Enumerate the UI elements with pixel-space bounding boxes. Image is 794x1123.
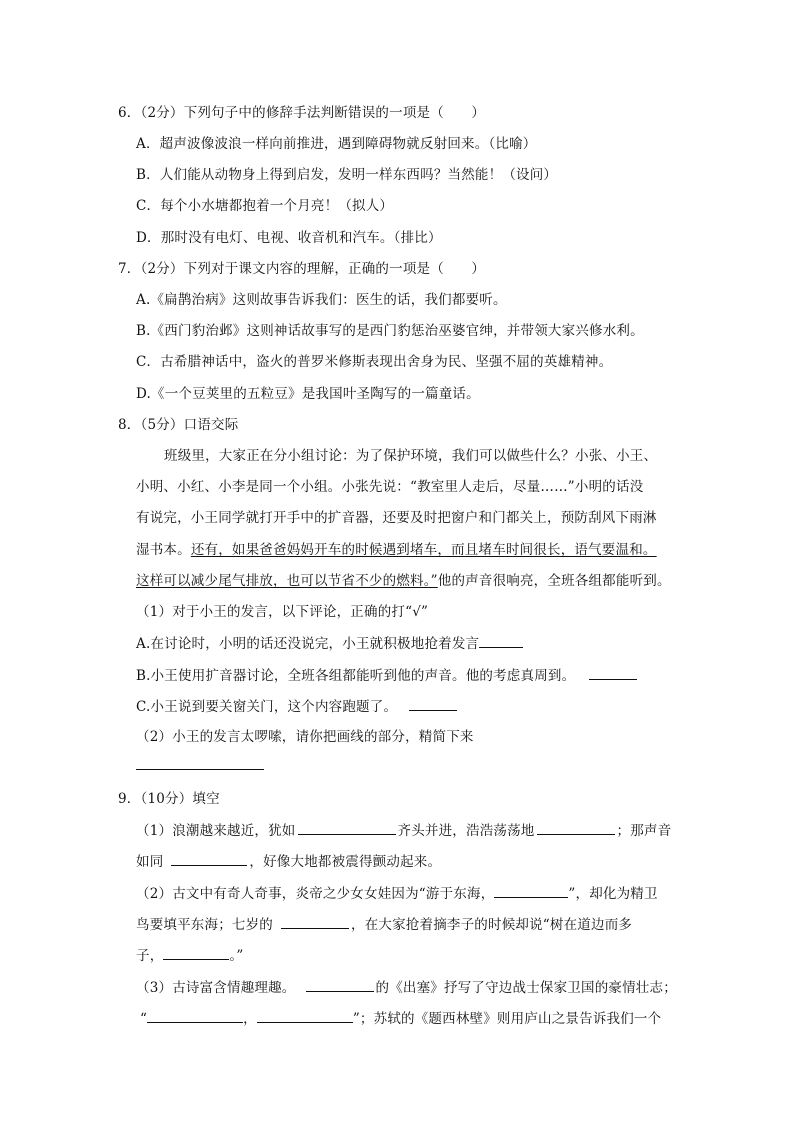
answer-blank[interactable] xyxy=(306,977,374,992)
answer-blank[interactable] xyxy=(479,633,523,648)
q9-s2-text-a: （2）古文中有奇人奇事，炎帝之少女女娃因为“游于东海， xyxy=(136,886,495,902)
q9-s2-text-d: ，在大家抢着摘李子的时候却说“树在道边而多 xyxy=(351,917,633,933)
answer-blank[interactable] xyxy=(589,665,637,680)
answer-blank[interactable] xyxy=(171,851,247,866)
answer-blank[interactable] xyxy=(163,945,229,960)
q6-stem: 6．（2分）下列句子中的修辞手法判断错误的一项是（ ） xyxy=(118,105,486,121)
q9-s2-text-f: 。” xyxy=(229,948,244,964)
q8-passage-tail: 他的声音很响亮，全班各组都能听到。 xyxy=(437,573,671,589)
q8-sub1-option-b xyxy=(136,665,637,686)
q6-option-d: D．那时没有电灯、电视、收音机和汽车。（排比） xyxy=(136,230,442,246)
q9-s1-text-b: 齐头并进，浩浩荡荡地 xyxy=(397,823,535,839)
q9-s3-text-c: “ xyxy=(140,1011,148,1027)
q9-s2-text-b: ”，却化为精卫 xyxy=(568,886,658,902)
q9-s3-line-1 xyxy=(136,977,677,998)
q9-s2-line-1 xyxy=(136,883,658,904)
q9-s3-line-2 xyxy=(140,1008,661,1029)
q7-option-d: D.《一个豆荚里的五粒豆》是我国叶圣陶写的一篇童话。 xyxy=(136,386,480,402)
answer-blank[interactable] xyxy=(147,1008,243,1023)
q8-underlined-part-1: 还有，如果爸爸妈妈开车的时候遇到堵车，而且堵车时间很长，语气要温和。 xyxy=(190,542,657,558)
q9-s2-text-e: 子， xyxy=(136,948,164,964)
answer-blank[interactable] xyxy=(494,883,568,898)
q8-sub2-answer-line xyxy=(136,755,264,776)
q9-s1-text-a: （1）浪潮越来越近，犹如 xyxy=(136,823,296,839)
q8-passage-text: 湿书本。 xyxy=(136,542,191,558)
q9-s1-line-2 xyxy=(136,851,441,872)
answer-blank[interactable] xyxy=(257,1008,353,1023)
q6-option-c: C．每个小水塘都抱着一个月亮！（拟人） xyxy=(136,198,394,214)
q7-stem: 7．（2分）下列对于课文内容的理解，正确的一项是（ ） xyxy=(118,261,486,277)
q7-option-a: A.《扁鹊治病》这则故事告诉我们：医生的话，我们都要听。 xyxy=(136,292,507,308)
q8-underlined-part-2: 这样可以减少尾气排放，也可以节省不少的燃料。” xyxy=(136,573,438,589)
q9-s2-text-c: 鸟要填平东海；七岁的 xyxy=(136,917,273,933)
q8-stem: 8．（5分）口语交际 xyxy=(118,417,239,433)
q9-stem: 9．（10分）填空 xyxy=(118,791,220,807)
q8-passage-line-4 xyxy=(136,540,657,560)
q7-option-b: B.《西门豹治邺》这则神话故事写的是西门豹惩治巫婆官绅，并带领大家兴修水利。 xyxy=(136,323,644,339)
q8-sub2-stem: （2）小王的发言太啰嗦，请你把画线的部分，精简下来 xyxy=(136,729,474,745)
q8-passage-line-1: 班级里，大家正在分小组讨论：为了保护环境，我们可以做些什么？小张、小王、 xyxy=(164,448,658,464)
q6-option-a: A．超声波像波浪一样向前推进，遇到障碍物就反射回来。（比喻） xyxy=(136,136,537,152)
q8-sub1-option-b-text: B.小王使用扩音器讨论，全班各组都能听到他的声音。他的考虑真周到。 xyxy=(136,668,576,684)
q8-sub1-option-c-text: C.小王说到要关窗关门，这个内容跑题了。 xyxy=(136,699,398,715)
q8-passage-line-2: 小明、小红、小李是同一个小组。小张先说：“教室里人走后，尽量……”小明的话没 xyxy=(136,479,644,495)
answer-blank[interactable] xyxy=(281,914,349,929)
q8-sub1-option-a-text: A.在讨论时，小明的话还没说完，小王就积极地抢着发言 xyxy=(136,636,480,652)
q8-sub1-stem: （1）对于小王的发言，以下评论，正确的打“√” xyxy=(136,604,429,620)
q6-option-b: B．人们能从动物身上得到启发，发明一样东西吗？当然能！（设问） xyxy=(136,167,558,183)
q9-s1-line-1 xyxy=(136,820,671,841)
q8-sub1-option-a xyxy=(136,633,523,654)
q9-s3-text-b: 的《出塞》抒写了守边战士保家卫国的豪情壮志； xyxy=(375,980,677,996)
answer-blank[interactable] xyxy=(136,755,264,770)
answer-blank[interactable] xyxy=(409,696,457,711)
q9-s3-text-a: （3）古诗富含情趣理趣。 xyxy=(136,980,296,996)
q7-option-c: C．古希腊神话中，盗火的普罗米修斯表现出舍身为民、坚强不屈的英雄精神。 xyxy=(136,354,613,370)
q9-s1-text-d: 如同 xyxy=(136,854,164,870)
q8-sub1-option-c xyxy=(136,696,457,717)
q9-s3-text-d: ， xyxy=(243,1011,257,1027)
answer-blank[interactable] xyxy=(298,820,396,835)
q9-s2-line-3 xyxy=(136,945,243,966)
answer-blank[interactable] xyxy=(537,820,615,835)
q8-passage-line-3: 有说完，小王同学就打开手中的扩音器，还要及时把窗户和门都关上，预防刮风下雨淋 xyxy=(136,510,657,526)
q9-s3-text-e: ”；苏轼的《题西林壁》则用庐山之景告诉我们一个 xyxy=(352,1011,662,1027)
q9-s1-text-e: ，好像大地都被震得颤动起来。 xyxy=(249,854,442,870)
q8-passage-line-5 xyxy=(136,571,671,591)
q9-s2-line-2 xyxy=(136,914,632,935)
q9-s1-text-c: ；那声音 xyxy=(616,823,672,839)
